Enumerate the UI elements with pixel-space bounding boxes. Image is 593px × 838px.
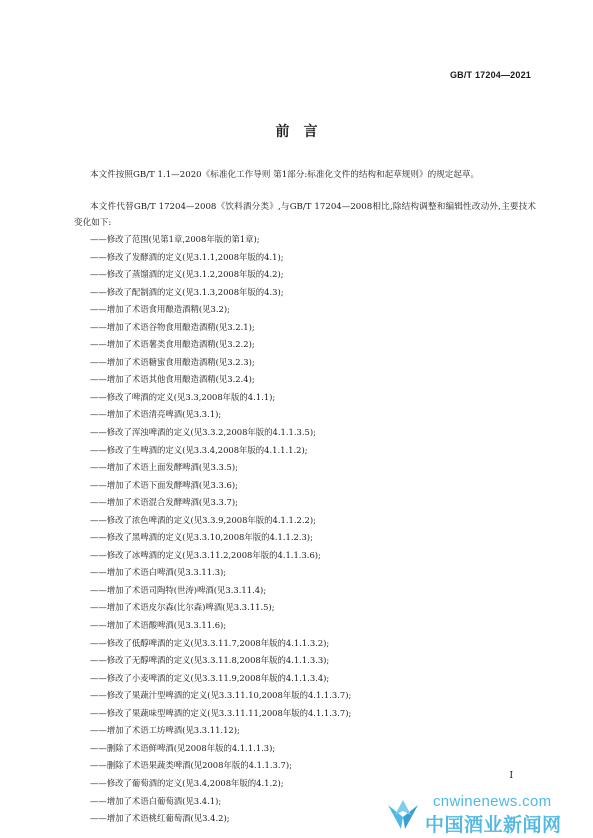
list-item: ——增加了术语谷物食用酿造酒精(见3.2.1); <box>90 321 255 332</box>
list-item: ——修改了果蔬汁型啤酒的定义(见3.3.11.10,2008年版的4.1.1.3.7); <box>90 690 352 701</box>
list-item: ——修改了范围(见第1章,2008年版的第1章); <box>90 234 260 244</box>
list-item: ——修改了配制酒的定义(见3.1.3,2008年版的4.3); <box>90 286 284 297</box>
list-item: ——增加了术语食用酿造酒精(见3.2); <box>90 304 230 315</box>
list-item: ——增加了术语薯类食用酿造酒精(见3.2.2); <box>90 339 255 350</box>
site-watermark <box>385 793 585 835</box>
list-item: ——增加了术语皮尔森(比尔森)啤酒(见3.3.11.5); <box>90 602 275 613</box>
watermark-url: cnwinenews.com <box>433 793 552 810</box>
list-item: ——增加了术语桃红葡萄酒(见3.4.2); <box>90 813 230 824</box>
list-item: ——增加了术语司陶特(世涛)啤酒(见3.3.11.4); <box>90 584 267 595</box>
list-item: ——修改了发酵酒的定义(见3.1.1,2008年版的4.1); <box>90 251 284 262</box>
list-item: ——修改了果蔬味型啤酒的定义(见3.3.11.11,2008年版的4.1.1.3.7); <box>90 707 352 718</box>
changes-list <box>74 231 534 828</box>
page-title: 前言 <box>275 124 332 140</box>
list-item: ——增加了术语上面发酵啤酒(见3.3.5); <box>90 462 238 473</box>
list-item: ——修改了无醇啤酒的定义(见3.3.11.8,2008年版的4.1.1.3.3); <box>90 655 330 666</box>
replacement-paragraph: 本文件代替GB/T 17204—2008《饮料酒分类》,与GB/T 17204—2008相比,除结构调整和编辑性改动外,主要技术变化如下: <box>74 202 536 228</box>
list-item: ——修改了小麦啤酒的定义(见3.3.11.9,2008年版的4.1.1.3.4); <box>90 672 330 683</box>
list-item: ——修改了啤酒的定义(见3.3,2008年版的4.1.1); <box>90 391 276 402</box>
list-item: ——增加了术语混合发酵啤酒(见3.3.7); <box>90 497 238 508</box>
list-item: ——增加了术语白葡萄酒(见3.4.1); <box>90 795 222 806</box>
list-item: ——修改了浑浊啤酒的定义(见3.3.2,2008年版的4.1.1.3.5); <box>90 427 316 438</box>
list-item: ——修改了低醇啤酒的定义(见3.3.11.7,2008年版的4.1.1.3.2); <box>90 637 330 648</box>
list-item: ——修改了蒸馏酒的定义(见3.1.2,2008年版的4.2); <box>90 269 284 280</box>
site-logo-icon <box>385 797 421 833</box>
list-item: ——修改了冰啤酒的定义(见3.3.11.2,2008年版的4.1.1.3.6); <box>90 549 321 560</box>
list-item: ——删除了术语果蔬类啤酒(见2008年版的4.1.1.3.7); <box>90 760 292 771</box>
watermark-site-name: 中国酒业新闻网 <box>425 814 562 836</box>
list-item: ——删除了术语鲜啤酒(见2008年版的4.1.1.1.3); <box>90 742 276 753</box>
intro-paragraph: 本文件按照GB/T 1.1—2020《标准化工作导则 第1部分:标准化文件的结构和起草规则》的规定起草。 <box>90 170 480 180</box>
page-number: I <box>509 771 513 781</box>
list-item: ——修改了黑啤酒的定义(见3.3.10,2008年版的4.1.1.2.3); <box>90 532 313 543</box>
list-item: ——增加了术语酸啤酒(见3.3.11.6); <box>90 620 227 631</box>
list-item: ——增加了术语糖蜜食用酿造酒精(见3.2.3); <box>90 356 255 367</box>
list-item: ——增加了术语工坊啤酒(见3.3.11.12); <box>90 725 240 736</box>
list-item: ——增加了术语下面发酵啤酒(见3.3.6); <box>90 479 238 490</box>
list-item: ——修改了葡萄酒的定义(见3.4,2008年版的4.1.2); <box>90 777 284 788</box>
list-item: ——增加了术语其他食用酿造酒精(见3.2.4); <box>90 374 255 385</box>
list-item: ——修改了生啤酒的定义(见3.3.4,2008年版的4.1.1.1.2); <box>90 444 308 455</box>
list-item: ——修改了浓色啤酒的定义(见3.3.9,2008年版的4.1.1.2.2); <box>90 514 316 525</box>
list-item: ——增加了术语清亮啤酒(见3.3.1); <box>90 409 222 420</box>
list-item: ——增加了术语白啤酒(见3.3.11.3); <box>90 567 227 578</box>
standard-code: GB/T 17204—2021 <box>449 70 531 80</box>
